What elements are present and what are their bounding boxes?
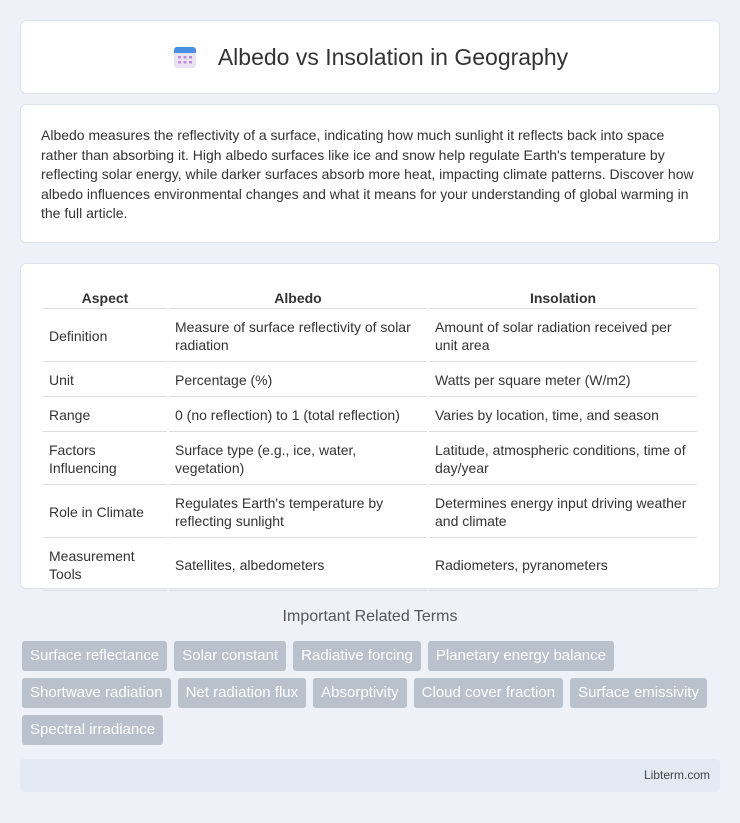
table-header-row [43,286,697,309]
table-row [43,399,697,432]
tag-surface-emissivity[interactable]: Surface emissivity [570,678,707,708]
header-insolation: Insolation [429,286,697,309]
tag-radiative-forcing[interactable]: Radiative forcing [293,641,421,671]
cell-albedo: Regulates Earth's temperature by reflecting sunlight [169,487,427,538]
cell-aspect: Measurement Tools [43,540,167,591]
footer-site-link[interactable]: Libterm.com [643,768,710,782]
cell-aspect: Factors Influencing [43,434,167,485]
tag-spectral-irradiance[interactable]: Spectral irradiance [22,715,163,745]
cell-insolation: Latitude, atmospheric conditions, time of day/year [429,434,697,485]
cell-insolation: Varies by location, time, and season [429,399,697,432]
table-row [43,487,697,538]
header-albedo: Albedo [169,286,427,309]
tag-planetary-energy-balance[interactable]: Planetary energy balance [428,641,614,671]
tag-absorptivity[interactable]: Absorptivity [313,678,407,708]
cell-aspect: Role in Climate [43,487,167,538]
cell-albedo: Satellites, albedometers [169,540,427,591]
tag-solar-constant[interactable]: Solar constant [174,641,286,671]
cell-albedo: 0 (no reflection) to 1 (total reflection) [169,399,427,432]
tag-shortwave-radiation[interactable]: Shortwave radiation [22,678,171,708]
header-card [20,20,720,94]
table-row [43,540,697,591]
cell-aspect: Range [43,399,167,432]
comparison-table-card [20,263,720,589]
table-row [43,434,697,485]
cell-albedo: Percentage (%) [169,364,427,397]
cell-insolation: Watts per square meter (W/m2) [429,364,697,397]
cell-insolation: Amount of solar radiation received per unit area [429,311,697,362]
calendar-icon [172,44,198,70]
header-aspect: Aspect [43,286,167,309]
cell-insolation: Radiometers, pyranometers [429,540,697,591]
table-row [43,311,697,362]
cell-insolation: Determines energy input driving weather and climate [429,487,697,538]
intro-text: Albedo measures the reflectivity of a surface, indicating how much sunlight it reflects back into space rather than absorbing it. High albedo surfaces like ice and snow help regulate Earth's temperature by reflecting solar energy, while darker surfaces absorb more heat, impacting climate patterns. Discover how albedo influences environmental changes and what it means for your understanding of global warming in the full article. [41,127,694,222]
cell-aspect: Definition [43,311,167,362]
cell-aspect: Unit [43,364,167,397]
tag-surface-reflectance[interactable]: Surface reflectance [22,641,167,671]
related-terms-title: Important Related Terms [282,608,458,625]
related-terms-tags [22,641,722,752]
tag-net-radiation-flux[interactable]: Net radiation flux [178,678,307,708]
page-title: Albedo vs Insolation in Geography [217,43,569,70]
footer [20,759,720,792]
intro-card [20,104,720,243]
cell-albedo: Surface type (e.g., ice, water, vegetation) [169,434,427,485]
table-row [43,364,697,397]
cell-albedo: Measure of surface reflectivity of solar radiation [169,311,427,362]
comparison-table [41,284,699,593]
tag-cloud-cover-fraction[interactable]: Cloud cover fraction [414,678,563,708]
